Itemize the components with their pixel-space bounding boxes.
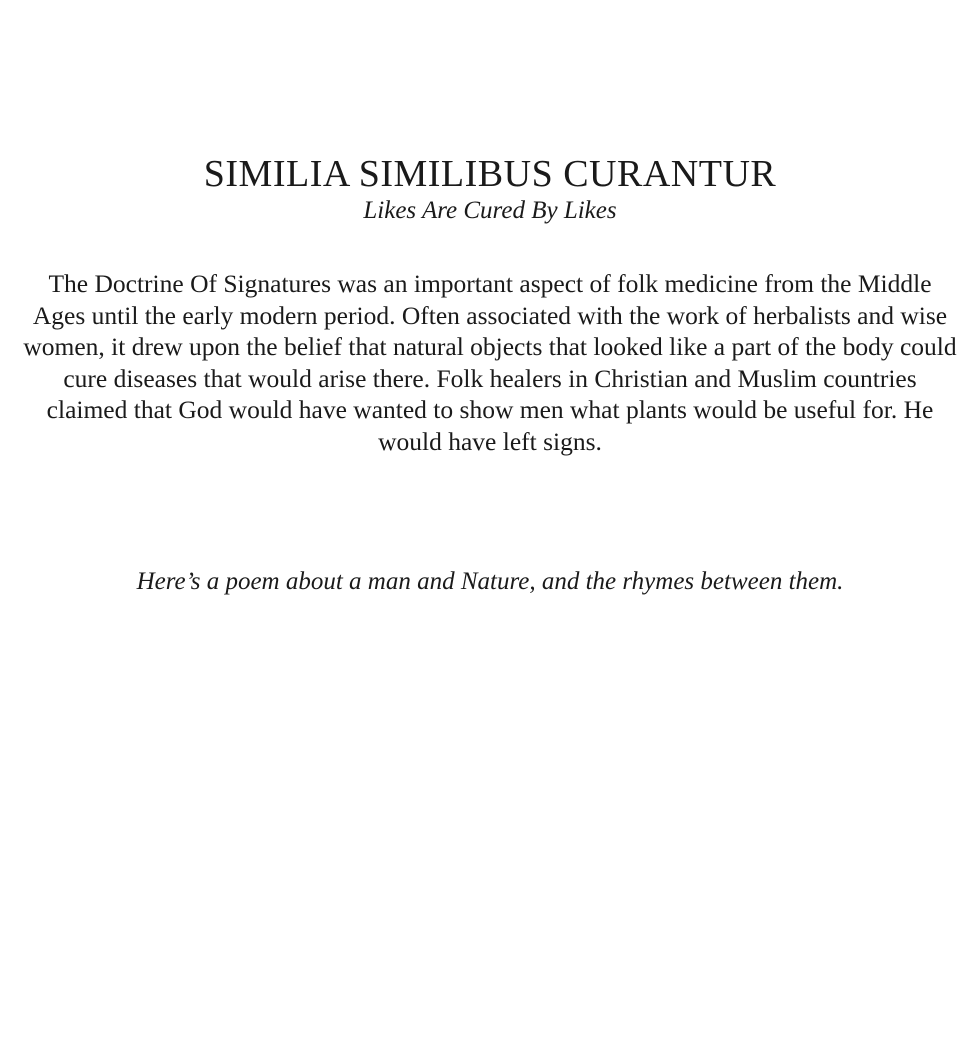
body-paragraph: The Doctrine Of Signatures was an important aspect of folk medicine from the Middle Ages until the early modern period. Often associated with the work of herbalists and wise women, it drew upon the belief that natural objects that looked like a part of the body could cure diseases that would arise there. Folk healers in Christian and Muslim countries claimed that God would have wanted to show men what plants would be useful for. He would have left signs. xyxy=(23,269,957,456)
document-title: SIMILIA SIMILIBUS CURANTUR xyxy=(203,153,777,195)
poem-intro: Here’s a poem about a man and Nature, and the rhymes between them. xyxy=(136,568,844,595)
document-subtitle: Likes Are Cured By Likes xyxy=(363,197,617,224)
